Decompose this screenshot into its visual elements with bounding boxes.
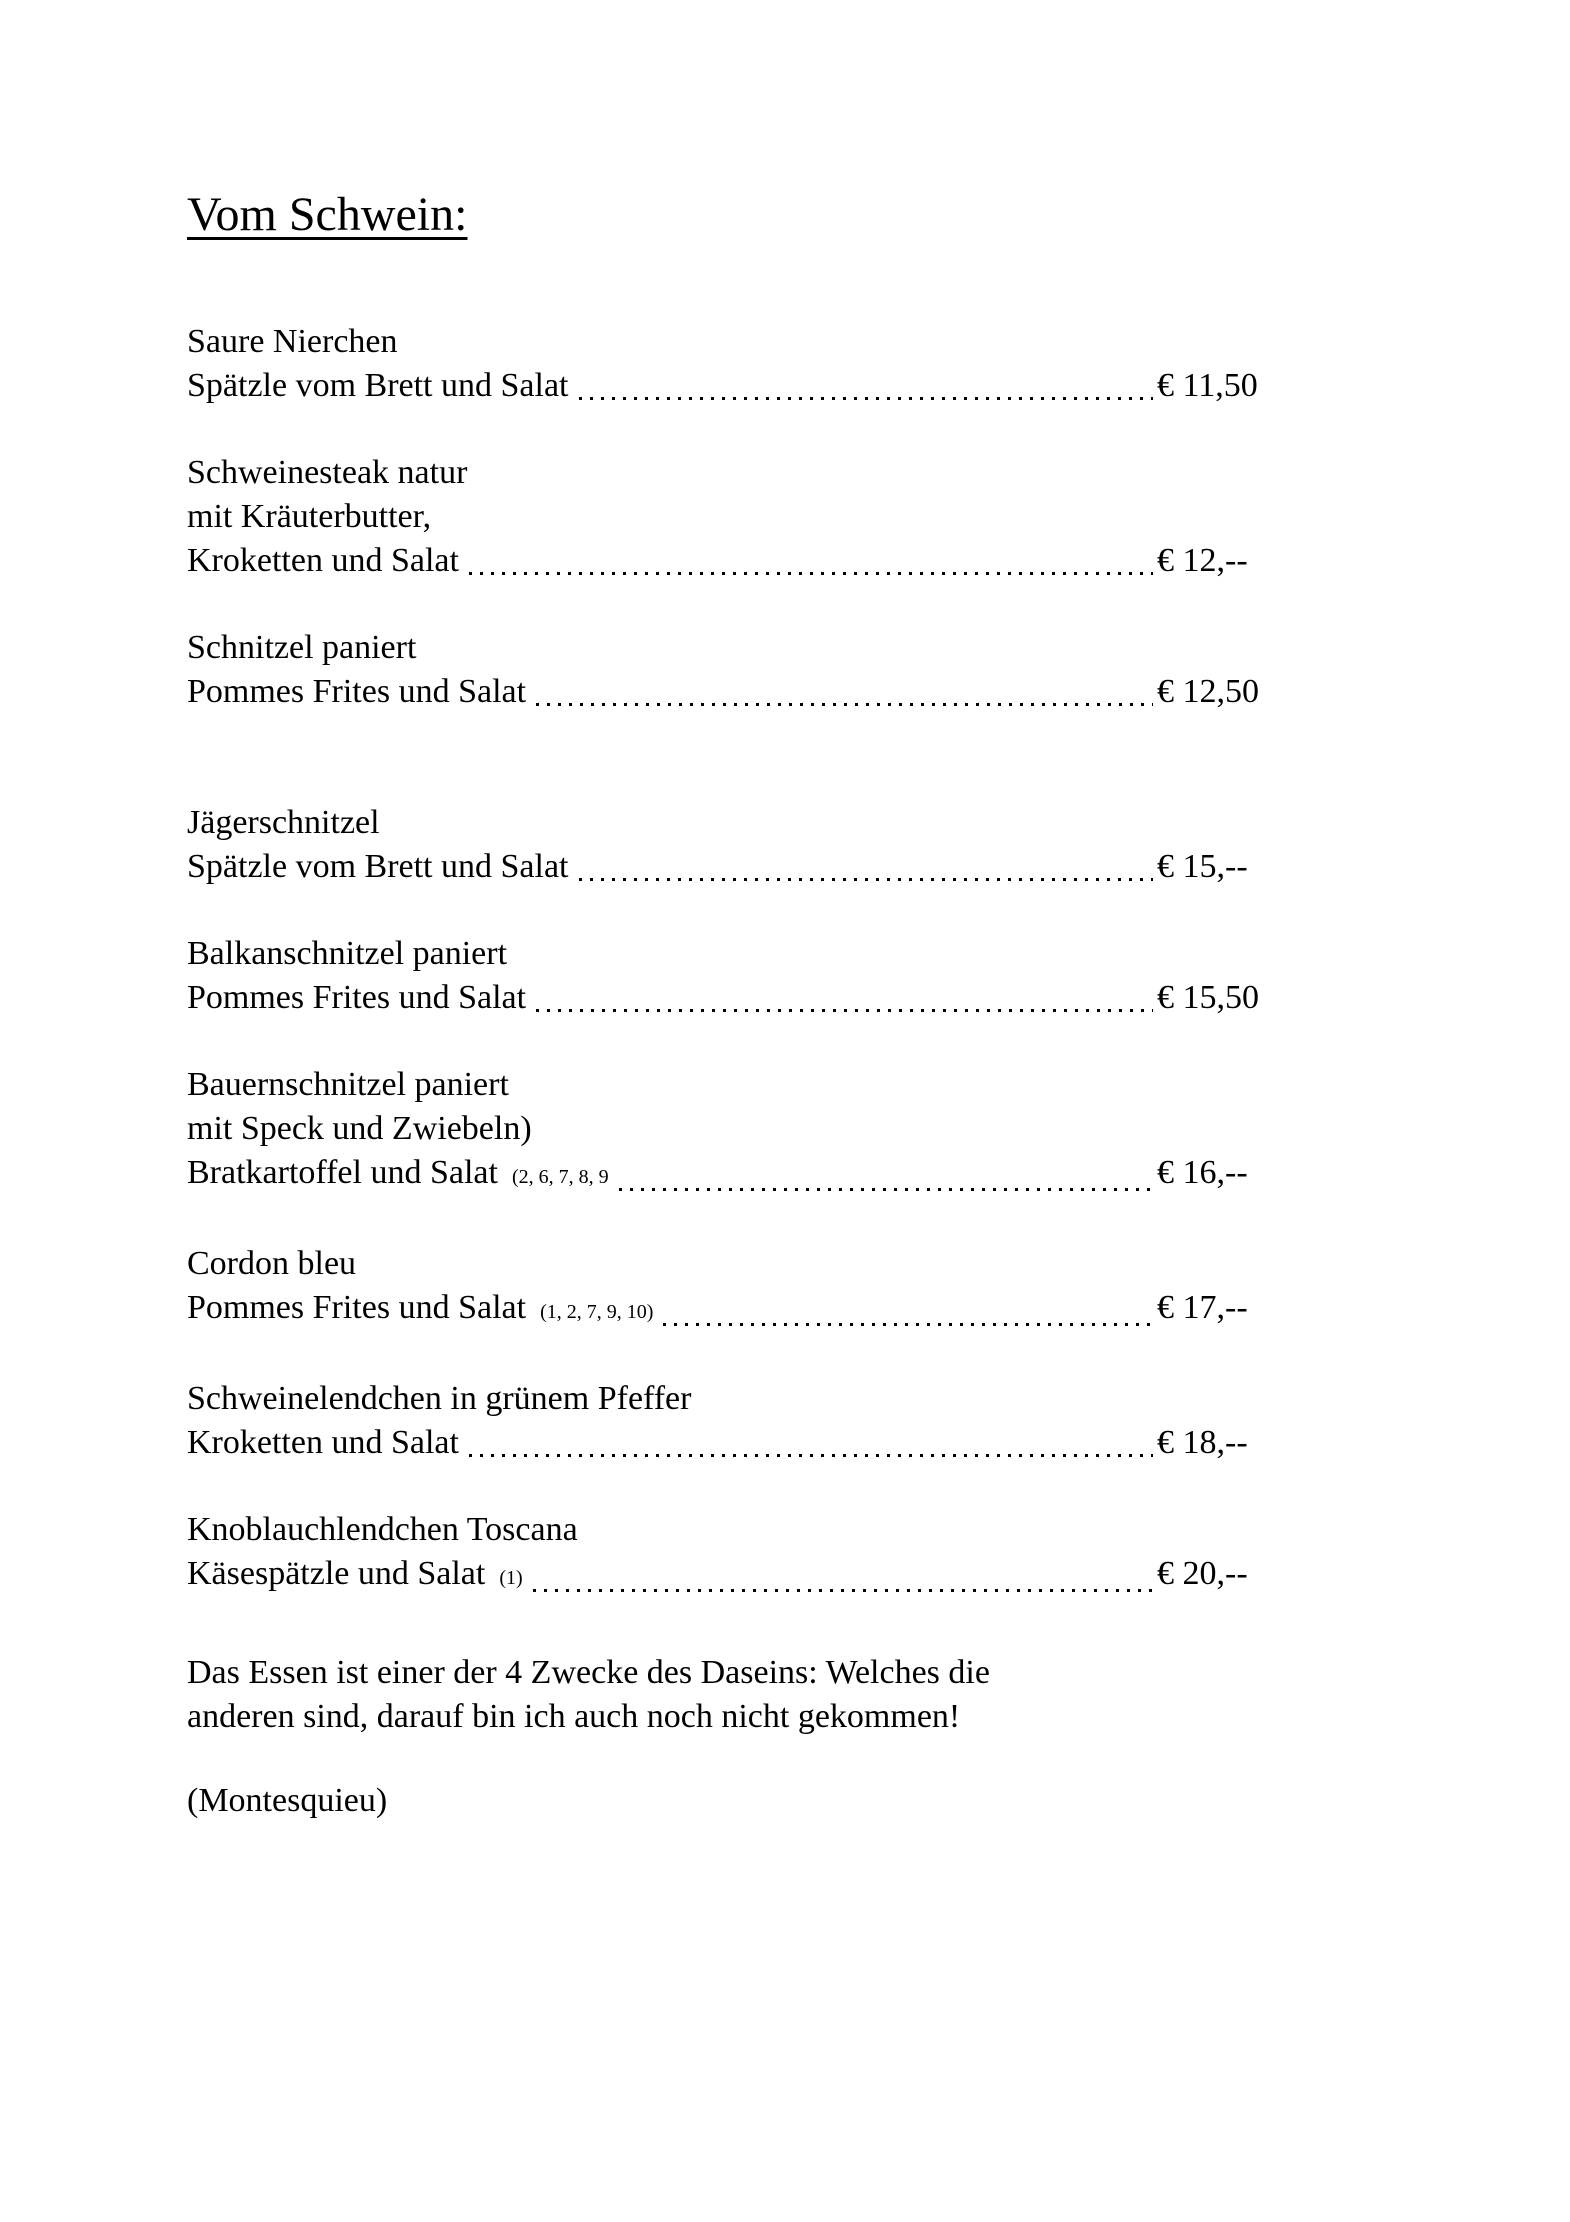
menu-item-name: Schweinelendchen in grünem Pfeffer bbox=[187, 1380, 692, 1417]
menu-item bbox=[187, 1242, 1277, 1334]
dotted-leader bbox=[536, 703, 1153, 706]
quote-attribution: (Montesquieu) bbox=[187, 1782, 388, 1819]
menu-item-side: Pommes Frites und Salat bbox=[187, 1289, 527, 1326]
dotted-leader bbox=[469, 572, 1153, 575]
dotted-leader bbox=[579, 397, 1154, 400]
menu-item-name: Saure Nierchen bbox=[187, 323, 398, 360]
dotted-leader bbox=[536, 1009, 1153, 1012]
menu-item-name: Balkanschnitzel paniert bbox=[187, 935, 508, 972]
menu-item-name: Knoblauchlendchen Toscana bbox=[187, 1511, 578, 1548]
menu-item-name: mit Kräuterbutter, bbox=[187, 498, 432, 535]
menu-item-side: Kroketten und Salat bbox=[187, 1424, 459, 1461]
menu-item-price-line bbox=[187, 1151, 1277, 1199]
dotted-leader bbox=[579, 878, 1154, 881]
menu-item-side: Spätzle vom Brett und Salat bbox=[187, 848, 569, 885]
quote-block bbox=[187, 1651, 1277, 1823]
menu-item-price-line bbox=[187, 364, 1277, 408]
menu-item bbox=[187, 1377, 1277, 1465]
page-title: Vom Schwein: bbox=[187, 188, 468, 241]
menu-item-name: Cordon bleu bbox=[187, 1245, 357, 1282]
menu-item-name: Schnitzel paniert bbox=[187, 629, 417, 666]
menu-item bbox=[187, 932, 1277, 1020]
menu-item-side: Käsespätzle und Salat bbox=[187, 1555, 486, 1592]
menu-items bbox=[187, 320, 1277, 1600]
menu-item-allergen-notes: (1, 2, 7, 9, 10) bbox=[540, 1301, 654, 1323]
menu-item-price: € 20,-- bbox=[1157, 1555, 1248, 1592]
menu-item-price: € 15,50 bbox=[1157, 979, 1259, 1016]
menu-item-price: € 15,-- bbox=[1157, 848, 1248, 885]
menu-item-price: € 12,50 bbox=[1157, 673, 1259, 710]
menu-item-price-line bbox=[187, 1552, 1277, 1600]
dotted-leader bbox=[469, 1454, 1153, 1457]
menu-item-price-line bbox=[187, 1286, 1277, 1334]
menu-item-name: mit Speck und Zwiebeln) bbox=[187, 1110, 532, 1147]
menu-item-price: € 12,-- bbox=[1157, 542, 1248, 579]
dotted-leader bbox=[533, 1589, 1153, 1592]
menu-item-price-line bbox=[187, 539, 1277, 583]
menu-item-name: Jägerschnitzel bbox=[187, 804, 380, 841]
menu-item-name: Schweinesteak natur bbox=[187, 454, 468, 491]
dotted-leader bbox=[619, 1188, 1153, 1191]
menu-item bbox=[187, 451, 1277, 583]
menu-item-price: € 18,-- bbox=[1157, 1424, 1248, 1461]
menu-item bbox=[187, 1508, 1277, 1600]
menu-item bbox=[187, 801, 1277, 889]
quote-line-1: Das Essen ist einer der 4 Zwecke des Daseins: Welches die bbox=[187, 1654, 990, 1691]
menu-item-price: € 17,-- bbox=[1157, 1289, 1248, 1326]
menu-item bbox=[187, 320, 1277, 408]
menu-item-allergen-notes: (1) bbox=[499, 1567, 523, 1589]
menu-item-side: Spätzle vom Brett und Salat bbox=[187, 367, 569, 404]
menu-item-side: Pommes Frites und Salat bbox=[187, 673, 527, 710]
menu-item-side: Bratkartoffel und Salat bbox=[187, 1154, 498, 1191]
menu-item-price-line bbox=[187, 670, 1277, 714]
menu-item-price: € 11,50 bbox=[1157, 367, 1258, 404]
menu-item-allergen-notes: (2, 6, 7, 8, 9 bbox=[511, 1166, 609, 1188]
menu-item bbox=[187, 626, 1277, 714]
menu-item-price-line bbox=[187, 845, 1277, 889]
menu-item-side: Pommes Frites und Salat bbox=[187, 979, 527, 1016]
menu-item-side: Kroketten und Salat bbox=[187, 542, 459, 579]
menu-item bbox=[187, 1063, 1277, 1199]
menu-item-price-line bbox=[187, 1421, 1277, 1465]
dotted-leader bbox=[663, 1323, 1153, 1326]
menu-item-price-line bbox=[187, 976, 1277, 1020]
quote-line-2: anderen sind, darauf bin ich auch noch nicht gekommen! bbox=[187, 1698, 961, 1735]
menu-content bbox=[187, 186, 1277, 1823]
menu-item-name: Bauernschnitzel paniert bbox=[187, 1066, 509, 1103]
menu-item-price: € 16,-- bbox=[1157, 1154, 1248, 1191]
